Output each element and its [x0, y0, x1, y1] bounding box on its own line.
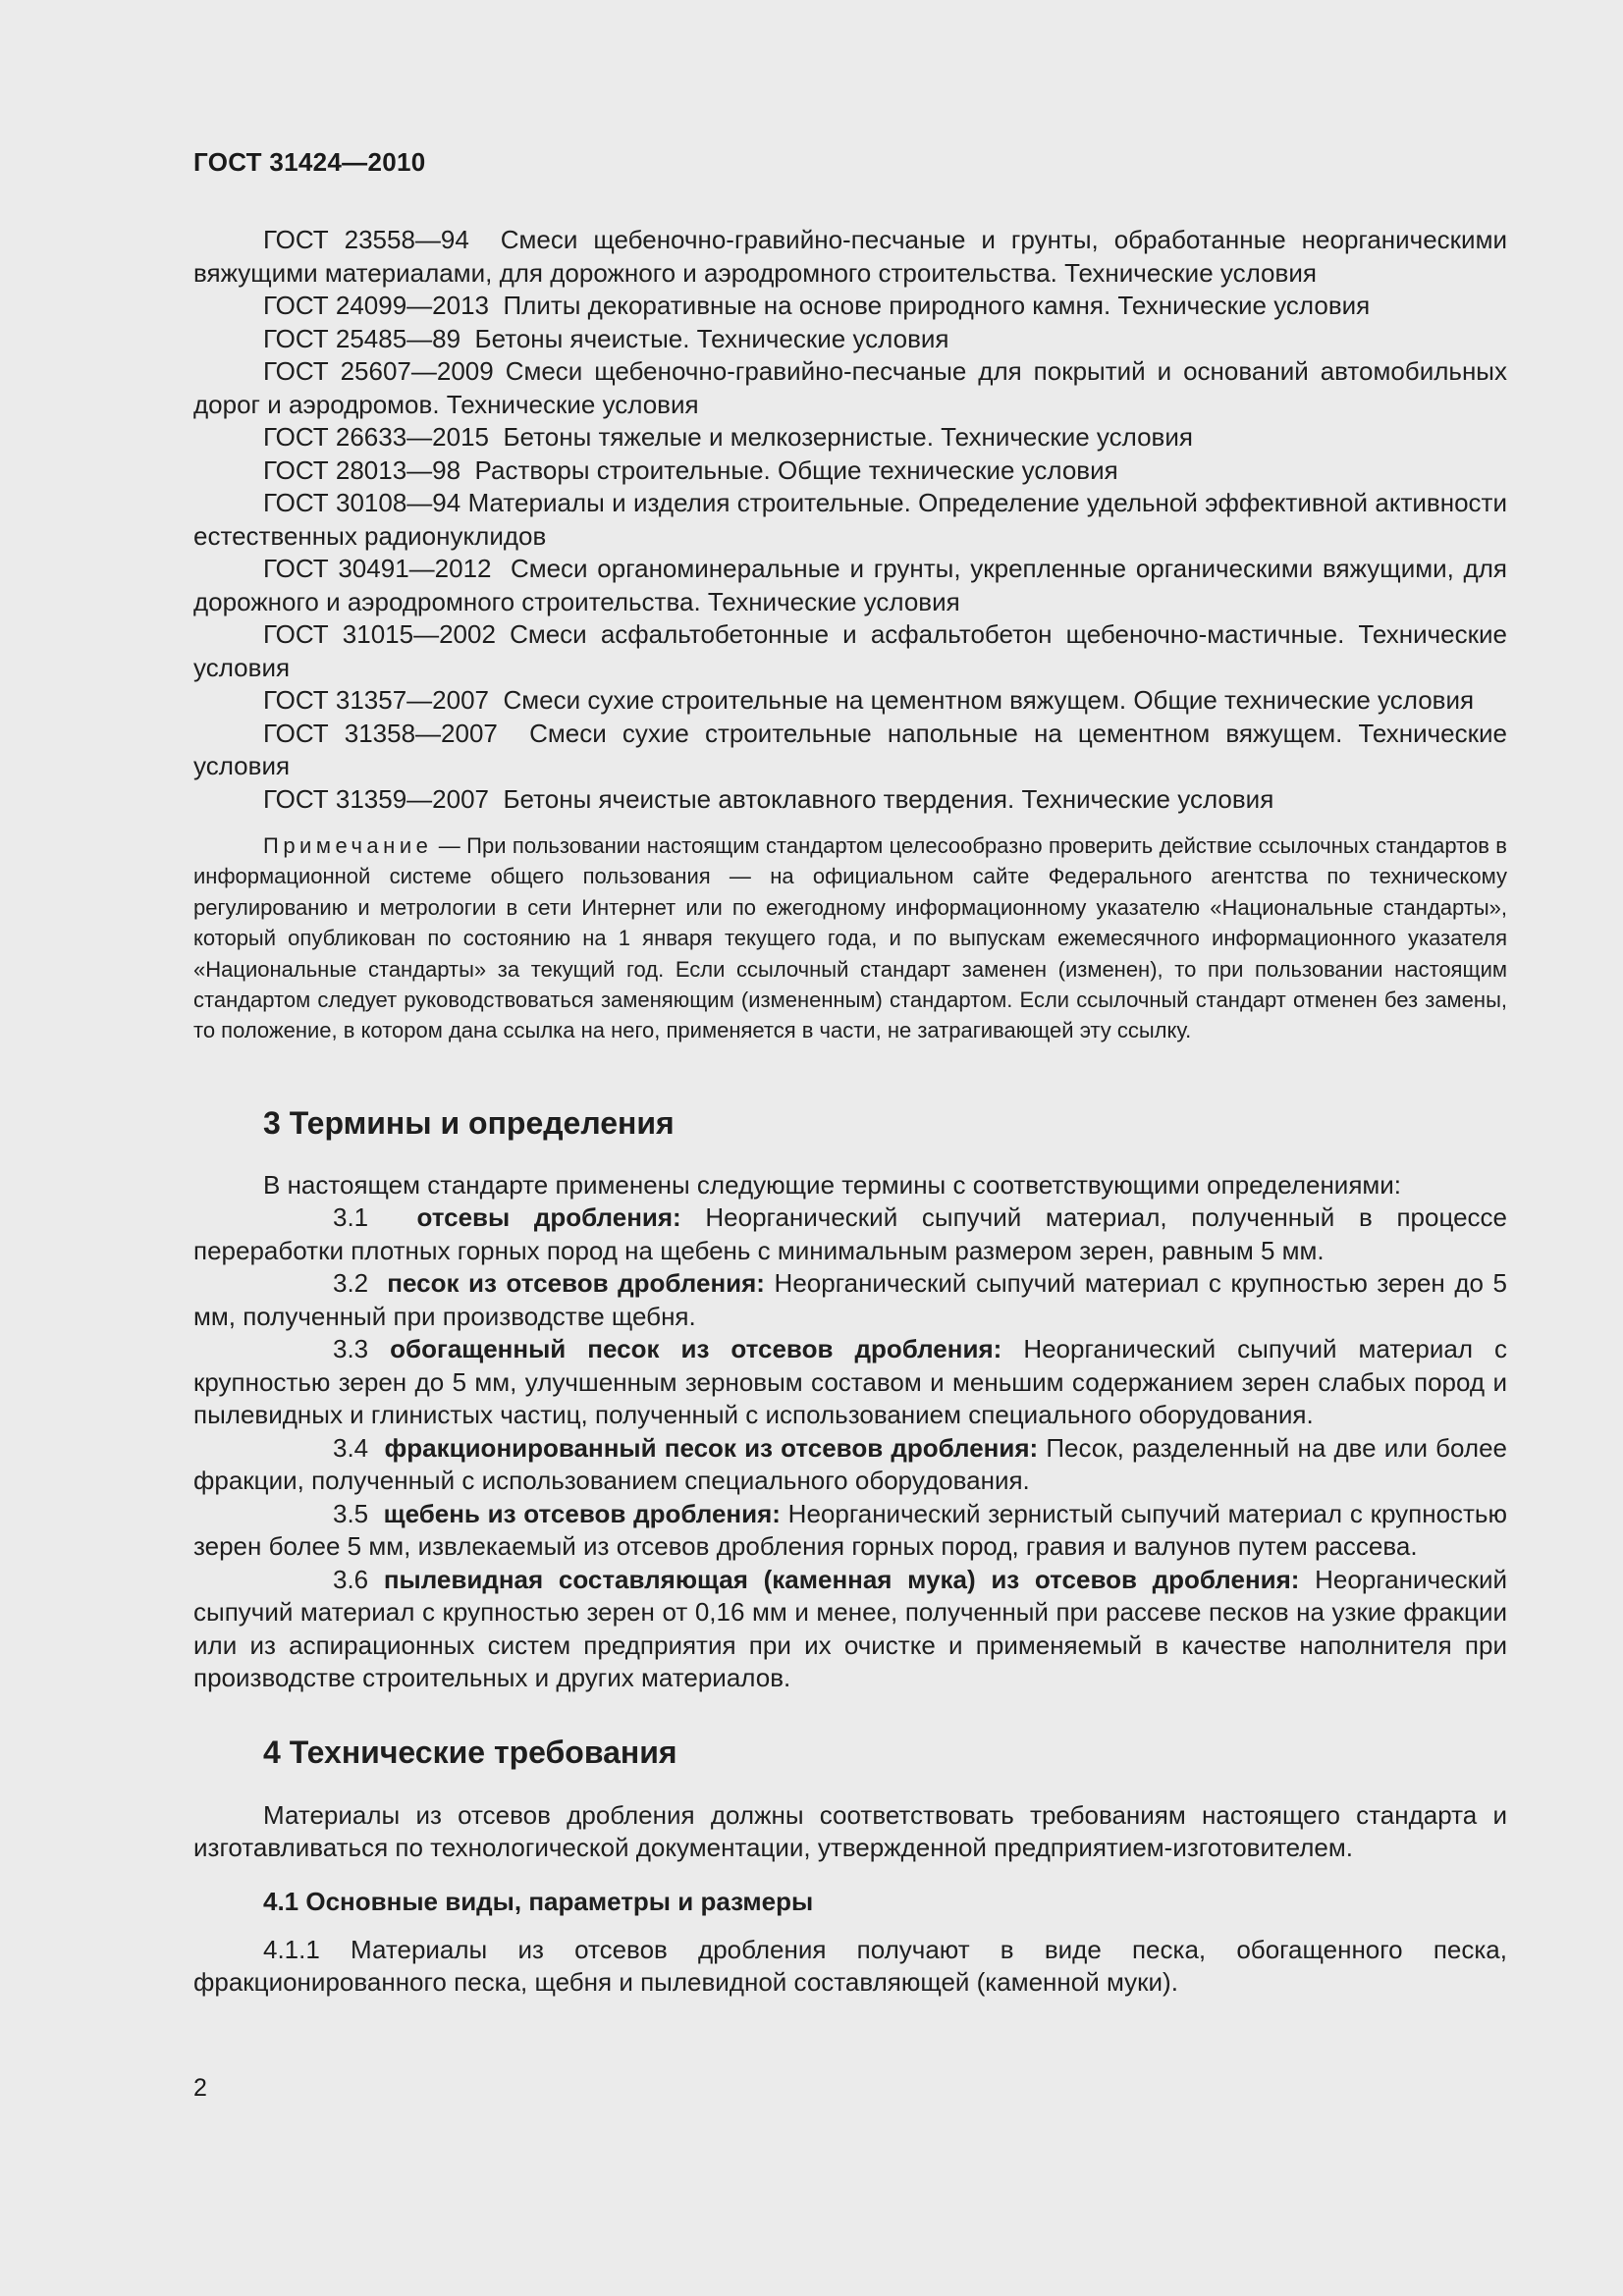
term-number: 3.4 [333, 1432, 369, 1463]
page-number: 2 [193, 2074, 207, 2102]
reference-item [193, 421, 1507, 454]
term-text: Неорганический сыпучий материал с крупностью зерен до 5 мм, полученный при производстве щебня. [193, 1268, 1508, 1331]
reference-item [193, 487, 1507, 553]
section-4-title: 4 Технические требования [263, 1734, 677, 1770]
section-3-intro: В настоящем стандарте применены следующие термины с соответствующими определениями: [263, 1169, 1402, 1200]
term-text: Неорганический сыпучий материал с крупностью зерен до 5 мм, улучшенным зерновым составом и меньшим содержанием зерен слабых пород и пылевидных и глинистых частиц, полученный с использованием специального оборудования. [193, 1334, 1507, 1430]
term-number: 3.6 [333, 1564, 369, 1594]
reference-title: Материалы и изделия строительные. Определение удельной эффективной активности естественных радионуклидов [193, 488, 1507, 551]
reference-item [193, 718, 1507, 783]
reference-title: Смеси органоминеральные и грунты, укрепленные органическими вяжущими, для дорожного и аэродромного строительства. Технические условия [193, 554, 1507, 616]
note-text: — При пользовании настоящим стандартом целесообразно проверить действие ссылочных стандартов в информационной системе общего пользования — на официальном сайте Федерального агентства по техническому регулированию и метрологии в сети Интернет или по ежегодному информационному указателю «Национальные стандарты», который опубликован по состоянию на 1 января текущего года, и по выпускам ежемесячного информационного указателя «Национальные стандарты» за текущий год. Если ссылочный стандарт заменен (изменен), то при пользовании настоящим стандартом следует руководствоваться заменяющим (измененным) стандартом. Если ссылочный стандарт отменен без замены, то положение, в котором дана ссылка на него, применяется в части, не затрагивающей эту ссылку. [193, 833, 1507, 1043]
term-definition [193, 1432, 1507, 1498]
term-name: обогащенный песок из отсевов дробления: [390, 1334, 1002, 1364]
reference-item [193, 553, 1507, 618]
reference-code: ГОСТ 31357—2007 [263, 685, 490, 715]
reference-code: ГОСТ 25607—2009 [263, 356, 494, 386]
term-definition [193, 1267, 1507, 1333]
reference-code: ГОСТ 28013—98 [263, 454, 461, 485]
reference-code: ГОСТ 30491—2012 [263, 554, 492, 583]
reference-item [193, 290, 1507, 323]
reference-item [193, 783, 1507, 817]
clause-number: 4.1.1 [263, 1934, 320, 1964]
term-name: пылевидная составляющая (каменная мука) из отсевов дробления: [383, 1564, 1300, 1594]
term-number: 3.3 [333, 1334, 369, 1364]
term-number: 3.2 [333, 1268, 369, 1299]
reference-code: ГОСТ 25485—89 [263, 323, 461, 353]
term-name: фракционированный песок из отсевов дробления: [384, 1432, 1039, 1463]
reference-title: Бетоны ячеистые. Технические условия [474, 323, 949, 353]
reference-code: ГОСТ 31015—2002 [263, 619, 496, 649]
term-definition [193, 1564, 1507, 1695]
reference-item [193, 618, 1507, 684]
reference-title: Смеси щебеночно-гравийно-песчаные для покрытий и оснований автомобильных дорог и аэродромов. Технические условия [193, 356, 1507, 419]
term-number: 3.5 [333, 1498, 369, 1528]
reference-item [193, 355, 1507, 421]
document-header: ГОСТ 31424—2010 [193, 147, 426, 177]
term-definition [193, 1498, 1507, 1564]
clause-text: Материалы из отсевов дробления получают в виде песка, обогащенного песка, фракционированного песка, щебня и пылевидной составляющей (каменной муки). [193, 1934, 1507, 1998]
term-name: отсевы дробления: [416, 1202, 681, 1233]
section-4-intro: Материалы из отсевов дробления должны соответствовать требованиям настоящего стандарта и изготавливаться по технологической документации, утвержденной предприятием-изготовителем. [193, 1799, 1507, 1863]
term-name: щебень из отсевов дробления: [383, 1498, 781, 1528]
term-number: 3.1 [333, 1202, 369, 1233]
reference-code: ГОСТ 24099—2013 [263, 291, 490, 320]
reference-title: Смеси щебеночно-гравийно-песчаные и грунты, обработанные неорганическими вяжущими материалами, для дорожного и аэродромного строительства. Технические условия [193, 225, 1507, 288]
term-name: песок из отсевов дробления: [387, 1268, 765, 1299]
reference-title: Растворы строительные. Общие технические условия [474, 454, 1118, 485]
reference-title: Бетоны ячеистые автоклавного твердения. Технические условия [503, 783, 1274, 814]
reference-code: ГОСТ 26633—2015 [263, 422, 490, 452]
reference-title: Бетоны тяжелые и мелкозернистые. Технические условия [503, 422, 1193, 452]
term-text: Неорганический сыпучий материал, полученный в процессе переработки плотных горных пород на щебень с минимальным размером зерен, равным 5 мм. [193, 1202, 1507, 1265]
term-definition [193, 1201, 1507, 1267]
reference-code: ГОСТ 23558—94 [263, 225, 469, 254]
term-text: Неорганический сыпучий материал с крупностью зерен от 0,16 мм и менее, полученный при рассеве песков на узкие фракции или из аспирационных систем предприятия при их очистке и применяемый в качестве наполнителя при производстве строительных и других материалов. [193, 1564, 1507, 1693]
reference-code: ГОСТ 31359—2007 [263, 783, 490, 814]
reference-item [193, 454, 1507, 488]
reference-item [193, 224, 1507, 290]
term-text: Песок, разделенный на две или более фракции, полученный с использованием специального оборудования. [193, 1432, 1508, 1496]
note-paragraph [193, 830, 1507, 1046]
term-definition [193, 1333, 1507, 1432]
reference-title: Смеси асфальтобетонные и асфальтобетон щебеночно-мастичные. Технические условия [193, 619, 1507, 682]
section-3-title: 3 Термины и определения [263, 1104, 675, 1141]
document-body [193, 224, 1507, 2000]
term-text: Неорганический зернистый сыпучий материал с крупностью зерен более 5 мм, извлекаемый из отсевов дробления горных пород, гравия и валунов путем рассева. [193, 1498, 1507, 1562]
reference-code: ГОСТ 30108—94 [263, 488, 461, 517]
note-label: Примечание [263, 833, 433, 858]
reference-code: ГОСТ 31358—2007 [263, 718, 498, 748]
reference-title: Смеси сухие строительные напольные на цементном вяжущем. Технические условия [193, 718, 1507, 780]
normative-references-list [193, 224, 1507, 816]
subsection-4-1-title: 4.1 Основные виды, параметры и размеры [263, 1886, 814, 1916]
clause-4-1-1 [193, 1934, 1507, 2000]
reference-title: Смеси сухие строительные на цементном вяжущем. Общие технические условия [503, 685, 1475, 715]
reference-item [193, 323, 1507, 356]
reference-item [193, 684, 1507, 718]
reference-title: Плиты декоративные на основе природного камня. Технические условия [503, 291, 1371, 320]
